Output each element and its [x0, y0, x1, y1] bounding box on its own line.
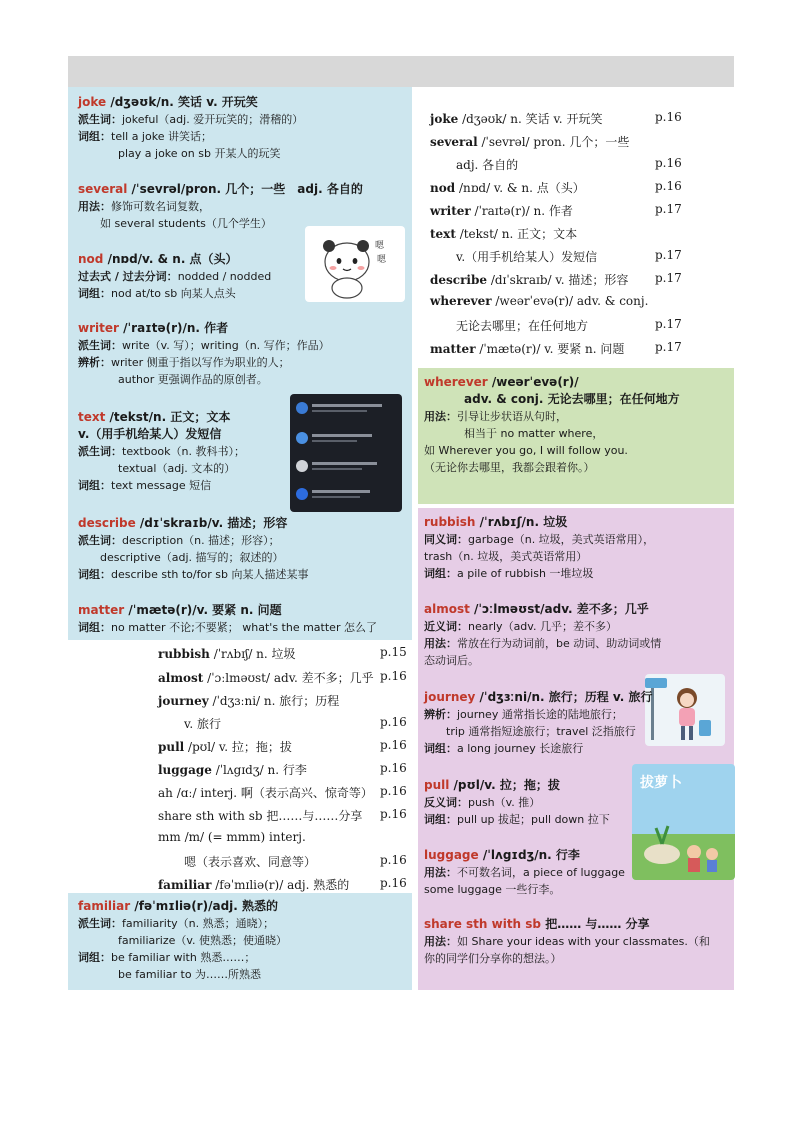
line-text: describe sth to/for sb 向某人描述某事 — [111, 568, 309, 581]
headword: writer — [78, 321, 119, 335]
vocab-page: p.17 — [655, 248, 682, 262]
vocab-row — [158, 761, 307, 778]
vocab-word: familiar — [158, 878, 212, 892]
vocab-def: /weərˈevə(r)/ adv. & conj. — [491, 294, 649, 308]
label: 词组： — [78, 568, 111, 581]
vocab-def: ah /ɑː/ interj. 啊（表示高兴、惊奇等） — [158, 786, 373, 800]
label: 词组： — [424, 742, 457, 755]
left-vocab-list — [150, 640, 412, 893]
line-text: write（v. 写）；writing（n. 写作；作品） — [122, 339, 330, 352]
headword: matter — [78, 603, 125, 617]
headword: luggage — [424, 848, 479, 862]
vocab-page: p.16 — [655, 179, 682, 193]
headword: describe — [78, 516, 136, 530]
vocab-row — [158, 738, 292, 755]
vocab-row — [158, 645, 296, 662]
panda-icon — [305, 226, 405, 302]
label: 过去式 / 过去分词： — [78, 270, 178, 283]
vocab-def: /ˈlʌgɪdʒ/ n. 行李 — [211, 763, 307, 777]
line-text: a long journey 长途旅行 — [457, 742, 584, 755]
vocab-row — [158, 784, 373, 801]
headword: several — [78, 182, 128, 196]
chat-list-icon — [290, 394, 402, 512]
line-text: 不可数名词，a piece of luggage — [457, 866, 625, 879]
line-text: tell a joke 讲笑话； — [111, 130, 212, 143]
line-text: 你的同学们分享你的想法。） — [424, 952, 562, 965]
vocab-def: /nɒd/ v. & n. 点（头） — [455, 181, 585, 195]
book-title: 拔萝卜 — [640, 775, 682, 791]
line-text: some luggage 一些行李。 — [424, 883, 561, 896]
entry-writer — [78, 320, 398, 388]
headword-def: /ˈmætə(r)/v. 要紧 n. 问题 — [124, 603, 282, 617]
label: 派生词： — [78, 445, 122, 458]
vocab-row — [430, 340, 624, 357]
label: 用法： — [424, 935, 457, 948]
right-vocab-list — [420, 100, 734, 368]
entry-luggage — [424, 847, 634, 898]
line-text: 相当于 no matter where， — [464, 427, 604, 440]
headword-def: /ˈlʌgɪdʒ/n. 行李 — [478, 848, 580, 862]
line-text: text message 短信 — [111, 479, 212, 492]
line-text: nod at/to sb 向某人点头 — [111, 287, 236, 300]
book-cover-image — [632, 764, 735, 880]
line-text: author 更强调作品的原创者。 — [118, 373, 268, 386]
vocab-row — [430, 271, 628, 288]
line-text: pull up 拔起；pull down 拉下 — [457, 813, 610, 826]
headword: rubbish — [424, 515, 476, 529]
label: 词组： — [424, 813, 457, 826]
line-text: no matter 不论;不要紧； what's the matter 怎么了 — [111, 621, 377, 634]
label: 用法： — [424, 637, 457, 650]
headword: joke — [78, 95, 107, 109]
line-text: push（v. 推） — [468, 796, 541, 809]
vocab-def: /dʒəʊk/ n. 笑话 v. 开玩笑 — [458, 112, 603, 126]
headword: pull — [424, 778, 450, 792]
vocab-page: p.17 — [655, 271, 682, 285]
vocab-page: p.15 — [380, 645, 407, 659]
vocab-row — [456, 248, 597, 265]
vocab-word: pull — [158, 740, 185, 754]
entry-several — [78, 181, 398, 232]
vocab-word: writer — [430, 204, 471, 218]
line-text: journey 通常指长途的陆地旅行； — [457, 708, 623, 721]
line-text: garbage（n. 垃圾，美式英语常用）， — [468, 533, 655, 546]
entry-journey — [424, 689, 729, 757]
vocab-def: /ˈraɪtə(r)/ n. 作者 — [470, 204, 573, 218]
headword-def: /weərˈevə(r)/ — [487, 375, 579, 389]
vocab-row — [158, 876, 349, 893]
vocab-word: luggage — [158, 763, 212, 777]
vocab-page: p.16 — [380, 715, 407, 729]
vocab-def: 嗯（表示喜欢、同意等） — [184, 855, 317, 869]
vocab-word: journey — [158, 694, 209, 708]
headword: journey — [424, 690, 476, 704]
entry-describe — [78, 515, 408, 583]
headword-def: /ˈɔːlməʊst/adv. 差不多；几乎 — [469, 602, 649, 616]
headword-def-2: adv. & conj. 无论去哪里；在任何地方 — [464, 392, 680, 406]
headword: almost — [424, 602, 470, 616]
vocab-def: /ˈrʌbɪʃ/ n. 垃圾 — [209, 647, 296, 661]
vocab-page: p.16 — [380, 876, 407, 890]
line-text: be familiar to 为……所熟悉 — [118, 968, 262, 981]
vocab-row — [184, 853, 316, 870]
line-text: 如 Share your ideas with your classmates.（和 — [457, 935, 710, 948]
vocab-page: p.17 — [655, 317, 682, 331]
vocab-def: /ˈmætə(r)/ v. 要紧 n. 问题 — [475, 342, 625, 356]
vocab-def: share sth with sb 把……与……分享 — [158, 809, 363, 823]
line-text: 态动词后。 — [424, 654, 479, 667]
vocab-row — [158, 830, 306, 844]
headword-def: /nɒd/v. & n. 点（头） — [103, 252, 238, 266]
line-text: familiarity（n. 熟悉；通晓）； — [122, 917, 275, 930]
vocab-row — [430, 133, 629, 150]
entry-text — [78, 409, 298, 494]
vocab-page: p.16 — [655, 110, 682, 124]
label: 用法： — [424, 410, 457, 423]
vocab-def: 无论去哪里；在任何地方 — [456, 319, 589, 333]
line-text: nearly（adv. 几乎；差不多） — [468, 620, 617, 633]
headword-def: /pʊl/v. 拉；拖；拔 — [449, 778, 560, 792]
vocab-page: p.16 — [380, 761, 407, 775]
vocab-row — [158, 807, 362, 824]
vocab-page: p.16 — [380, 784, 407, 798]
line-text: 如 several students（几个学生） — [100, 217, 272, 230]
vocab-row — [430, 225, 577, 242]
label: 同义词： — [424, 533, 468, 546]
entry-familiar — [78, 898, 398, 983]
top-gray-bar — [68, 56, 734, 87]
line-text: familiarize（v. 使熟悉；使通晓） — [118, 934, 288, 947]
line-text: （无论你去哪里，我都会跟着你。） — [424, 461, 595, 474]
line-text: descriptive（adj. 描写的；叙述的） — [100, 551, 284, 564]
vocab-def: /tekst/ n. 正文；文本 — [455, 227, 578, 241]
line-text: a pile of rubbish 一堆垃圾 — [457, 567, 594, 580]
vocab-row — [430, 294, 648, 308]
vocab-word: rubbish — [158, 647, 210, 661]
phone-messages-image — [290, 394, 402, 512]
label: 派生词： — [78, 917, 122, 930]
headword-def: /tekst/n. 正文；文本 — [105, 410, 231, 424]
label: 派生词： — [78, 113, 122, 126]
label: 词组： — [424, 567, 457, 580]
headword-def-2: v.（用手机给某人）发短信 — [78, 427, 222, 441]
headword: wherever — [424, 375, 488, 389]
entry-nod — [78, 251, 308, 302]
vocab-page: p.16 — [380, 807, 407, 821]
panda-sticker-image — [305, 226, 405, 302]
line-text: textual（adj. 文本的） — [118, 462, 236, 475]
label: 词组： — [78, 130, 111, 143]
entry-almost — [424, 601, 729, 669]
headword-def: /ˈsevrəl/pron. 几个；一些 adj. 各自的 — [127, 182, 363, 196]
line-text: trash（n. 垃圾，美式英语常用） — [424, 550, 588, 563]
headword-def: 把…… 与…… 分享 — [541, 917, 650, 931]
vocab-row — [158, 692, 339, 709]
vocab-page: p.16 — [380, 669, 407, 683]
vocab-word: several — [430, 135, 478, 149]
vocab-def: v.（用手机给某人）发短信 — [456, 250, 598, 264]
label: 词组： — [78, 951, 111, 964]
vocab-word: almost — [158, 671, 204, 685]
vocab-page: p.16 — [655, 156, 682, 170]
line-text: 修饰可数名词复数， — [111, 200, 210, 213]
line-text: be familiar with 熟悉……； — [111, 951, 256, 964]
vocab-def: /ˈɔːlməʊst/ adv. 差不多；几乎 — [203, 671, 374, 685]
line-text: play a joke on sb 开某人的玩笑 — [118, 147, 281, 160]
headword-def: /dʒəʊk/n. 笑话 v. 开玩笑 — [106, 95, 258, 109]
vocab-word: matter — [430, 342, 476, 356]
vocab-def: /fəˈmɪliə(r)/ adj. 熟悉的 — [211, 878, 350, 892]
line-text: nodded / nodded — [177, 270, 272, 283]
vocab-word: describe — [430, 273, 487, 287]
vocab-row — [430, 179, 585, 196]
vocab-page: p.17 — [655, 202, 682, 216]
vocab-def: mm /m/ (= mmm) interj. — [158, 830, 306, 844]
label: 辨析： — [424, 708, 457, 721]
vocab-word: wherever — [430, 294, 492, 308]
line-text: writer 侧重于指以写作为职业的人； — [111, 356, 290, 369]
headword-def: /ˈraɪtə(r)/n. 作者 — [118, 321, 229, 335]
headword: familiar — [78, 899, 131, 913]
line-text: jokeful（adj. 爱开玩笑的；滑稽的） — [122, 113, 304, 126]
svg-text:嗯: 嗯 — [377, 255, 387, 265]
vocab-def: /pʊl/ v. 拉；拖；拔 — [184, 740, 292, 754]
vocab-row — [158, 669, 374, 686]
label: 词组： — [78, 287, 111, 300]
vocab-def: v. 旅行 — [184, 717, 221, 731]
svg-text:嗯: 嗯 — [375, 241, 385, 251]
headword-def: /dɪˈskraɪb/v. 描述；形容 — [135, 516, 288, 530]
line-text: 引导让步状语从句时， — [457, 410, 567, 423]
headword: share sth with sb — [424, 917, 542, 931]
vocab-row — [430, 110, 602, 127]
vocab-def: /ˈsevrəl/ pron. 几个；一些 — [477, 135, 630, 149]
label: 用法： — [78, 200, 111, 213]
entry-pull — [424, 777, 634, 828]
entry-matter — [78, 602, 412, 636]
vocab-page: p.16 — [380, 853, 407, 867]
headword: nod — [78, 252, 104, 266]
label: 用法： — [424, 866, 457, 879]
line-text: textbook（n. 教科书）； — [122, 445, 245, 458]
vocab-row — [184, 715, 221, 732]
vocab-row — [430, 202, 573, 219]
entry-share — [424, 916, 729, 967]
vocab-def: /dɪˈskraɪb/ v. 描述；形容 — [487, 273, 629, 287]
line-text: 如 Wherever you go, I will follow you. — [424, 444, 628, 457]
vocab-word: nod — [430, 181, 456, 195]
vocab-page: p.16 — [380, 738, 407, 752]
line-text: 常放在行为动词前，be 动词、助动词或情 — [457, 637, 662, 650]
vocab-row — [456, 156, 518, 173]
label: 词组： — [78, 621, 111, 634]
vocab-word: text — [430, 227, 456, 241]
vocab-def: adj. 各自的 — [456, 158, 519, 172]
entry-rubbish — [424, 514, 729, 582]
vocab-page: p.17 — [655, 340, 682, 354]
label: 近义词： — [424, 620, 468, 633]
entry-joke — [78, 94, 398, 162]
label: 词组： — [78, 479, 111, 492]
line-text: trip 通常指短途旅行；travel 泛指旅行 — [446, 725, 636, 738]
headword-def: /ˈrʌbɪʃ/n. 垃圾 — [475, 515, 568, 529]
headword-def: /fəˈmɪliə(r)/adj. 熟悉的 — [130, 899, 279, 913]
headword-def: /ˈdʒɜːni/n. 旅行；历程 v. 旅行 — [475, 690, 653, 704]
headword: text — [78, 410, 106, 424]
vocab-def: /ˈdʒɜːni/ n. 旅行；历程 — [208, 694, 340, 708]
label: 反义词： — [424, 796, 468, 809]
entry-wherever — [424, 374, 729, 476]
line-text: description（n. 描述；形容）； — [122, 534, 280, 547]
label: 辨析： — [78, 356, 111, 369]
vocab-row — [456, 317, 588, 334]
label: 派生词： — [78, 534, 122, 547]
vocab-word: joke — [430, 112, 459, 126]
label: 派生词： — [78, 339, 122, 352]
